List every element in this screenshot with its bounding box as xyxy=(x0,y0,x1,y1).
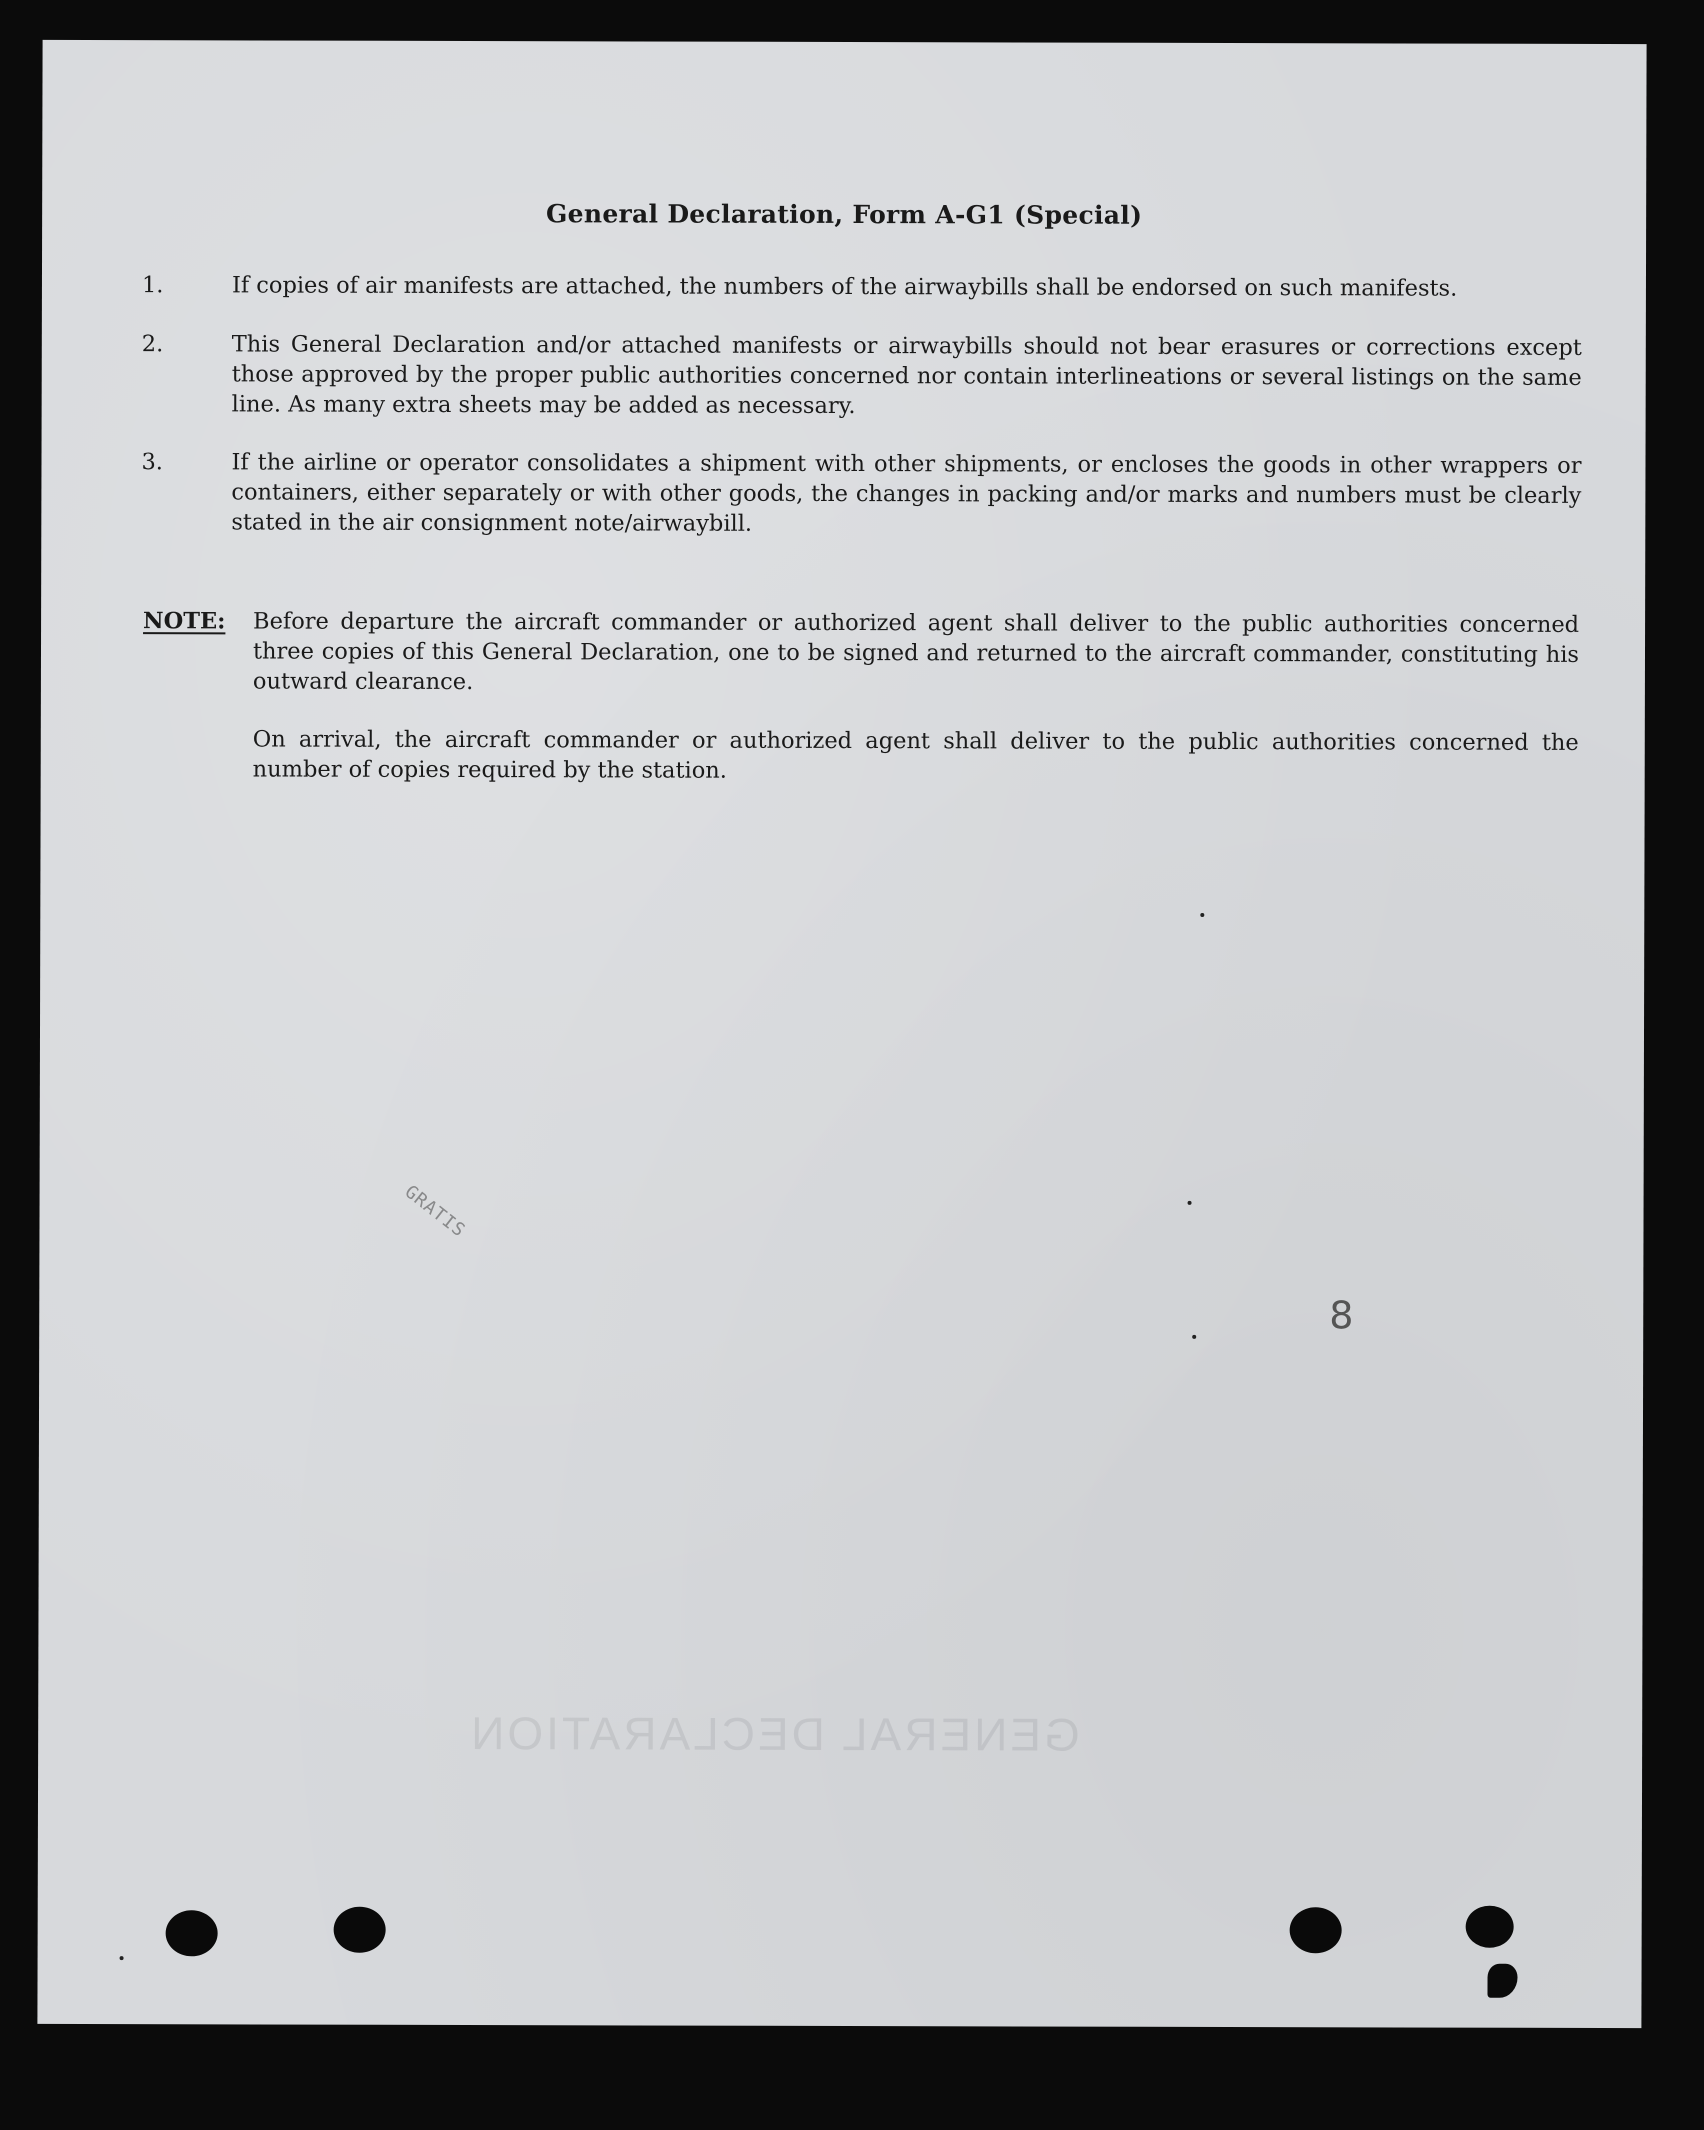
speck xyxy=(1200,913,1204,917)
note-paragraph-2: On arrival, the aircraft commander or authorized agent shall deliver to the public authorities concerned the number of copies required by the station. xyxy=(252,726,1579,784)
bleed-through-text: GENERAL DECLARATION xyxy=(468,1707,1080,1761)
list-item-text: This General Declaration and/or attached manifests or airwaybills should not bear erasures or corrections except those approved by the proper public authorities concerned nor contain interlineations or several listings on the same line. As many extra sheets may be added as necessary. xyxy=(231,331,1582,420)
punch-hole xyxy=(166,1910,218,1956)
speck xyxy=(1188,1201,1192,1205)
document-title: General Declaration, Form A-G1 (Special) xyxy=(545,199,1143,230)
speck xyxy=(1192,1335,1196,1339)
note-paragraph-1: Before departure the aircraft commander or authorized agent shall deliver to the public authorities concerned three copies of this General Declaration, one to be signed and returned to the aircraft commander, constituting his outward clearance. xyxy=(252,608,1580,696)
gratis-stamp: GRATIS xyxy=(400,1181,470,1242)
list-item-number: 2. xyxy=(141,331,164,358)
punch-hole xyxy=(334,1907,386,1953)
punch-hole xyxy=(1466,1906,1514,1948)
list-item-1 xyxy=(142,270,1582,304)
list-item-number: 1. xyxy=(141,272,164,299)
list-item-number: 3. xyxy=(141,449,163,476)
list-item-2 xyxy=(142,329,1582,423)
note-label: NOTE: xyxy=(143,608,226,635)
list-item-3 xyxy=(141,447,1581,541)
speck xyxy=(120,1956,124,1960)
list-item-text: If copies of air manifests are attached, the numbers of the airwaybills shall be endorsed on such manifests. xyxy=(231,272,1458,302)
punch-hole xyxy=(1290,1907,1342,1953)
document-page xyxy=(37,40,1646,2028)
page-number: 8 xyxy=(1329,1293,1354,1338)
punch-hole xyxy=(1487,1964,1517,1998)
list-item-text: If the airline or operator consolidates a shipment with other shipments, or encloses the goods in other wrappers or containers, either separately or with other goods, the changes in packing and/or marks and numbers must be clearly stated in the air consignment note/airwaybill. xyxy=(231,449,1582,537)
